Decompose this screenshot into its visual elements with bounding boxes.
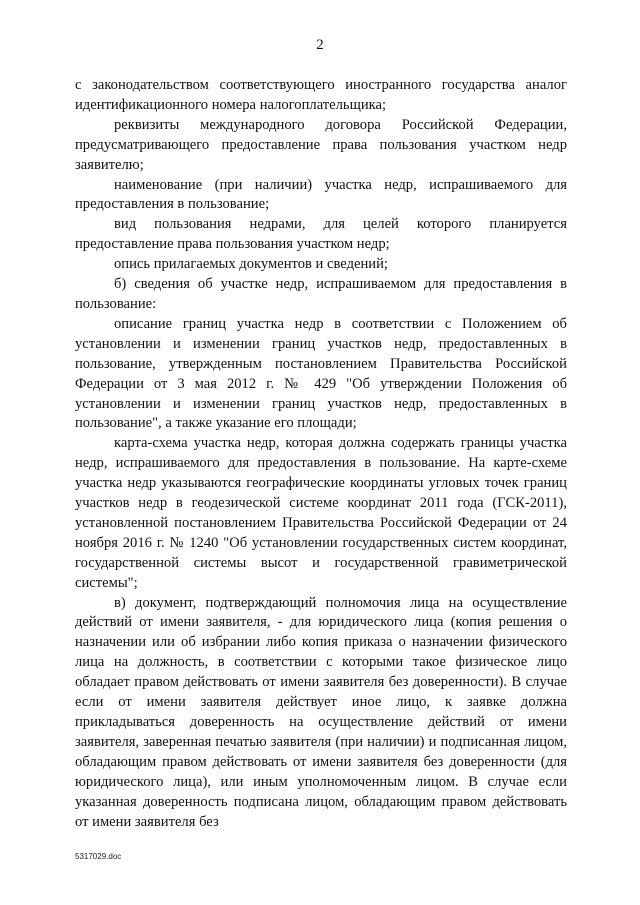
paragraph-continuation: с законодательством соответствующего иностранного государства аналог идентификационного номера налогоплательщика;: [75, 77, 567, 113]
page-number: 2: [316, 37, 324, 53]
paragraph-item-v: в) документ, подтверждающий полномочия лица на осуществление действий от имени заявителя, - для юридического лица (копия решения о назначении или об избрании либо копия приказа о назначении физического лица на должность, в соответствии с которыми такое физическое лицо обладает правом действовать от имени заявителя без доверенности). В случае если от имени заявителя действует иное лицо, к заявке должна прикладываться доверенность на осуществление действий от имени заявителя, заверенная печатью заявителя (при наличии) и подписанная лицом, обладающим правом действовать от имени заявителя без доверенности (для юридического лица), или иным уполномоченным лицом. В случае если указанная доверенность подписана лицом, обладающим правом действовать от имени заявителя без: [75, 594, 567, 830]
paragraph-map-scheme: карта-схема участка недр, которая должна содержать границы участка недр, испрашиваемого для предоставления в пользование. На карте-схеме участка недр указываются географические координаты угловых точек границ участков недр в геодезической системе координат 2011 года (ГСК-2011), установленной постановлением Правительства Российской Федерации от 24 ноября 2016 г. № 1240 "Об установлении государственных систем координат, государственной системы высот и государственной гравиметрической системы";: [75, 435, 567, 591]
paragraph-treaty-details: реквизиты международного договора Российской Федерации, предусматривающего предоставление права пользования участком недр заявителю;: [75, 116, 567, 173]
paragraph-boundary-description: описание границ участка недр в соответствии с Положением об установлении и изменении границ участков недр, предоставленных в пользование, утвержденным постановлением Правительства Российской Федерации от 3 мая 2012 г. № 429 "Об утверждении Положения об установлении и изменении границ участков недр, предоставленных в пользование", а также указание его площади;: [75, 315, 567, 432]
paragraph-site-name: наименование (при наличии) участка недр, испрашиваемого для предоставления в пользование;: [75, 176, 567, 213]
paragraph-use-type: вид пользования недрами, для целей которого планируется предоставление права пользования участком недр;: [75, 216, 567, 253]
paragraph-item-b: б) сведения об участке недр, испрашиваемом для предоставления в пользование:: [75, 276, 567, 312]
paragraph-document-list: опись прилагаемых документов и сведений;: [114, 256, 388, 273]
file-reference: 5317029.doc: [75, 852, 122, 861]
document-body: [75, 76, 567, 832]
